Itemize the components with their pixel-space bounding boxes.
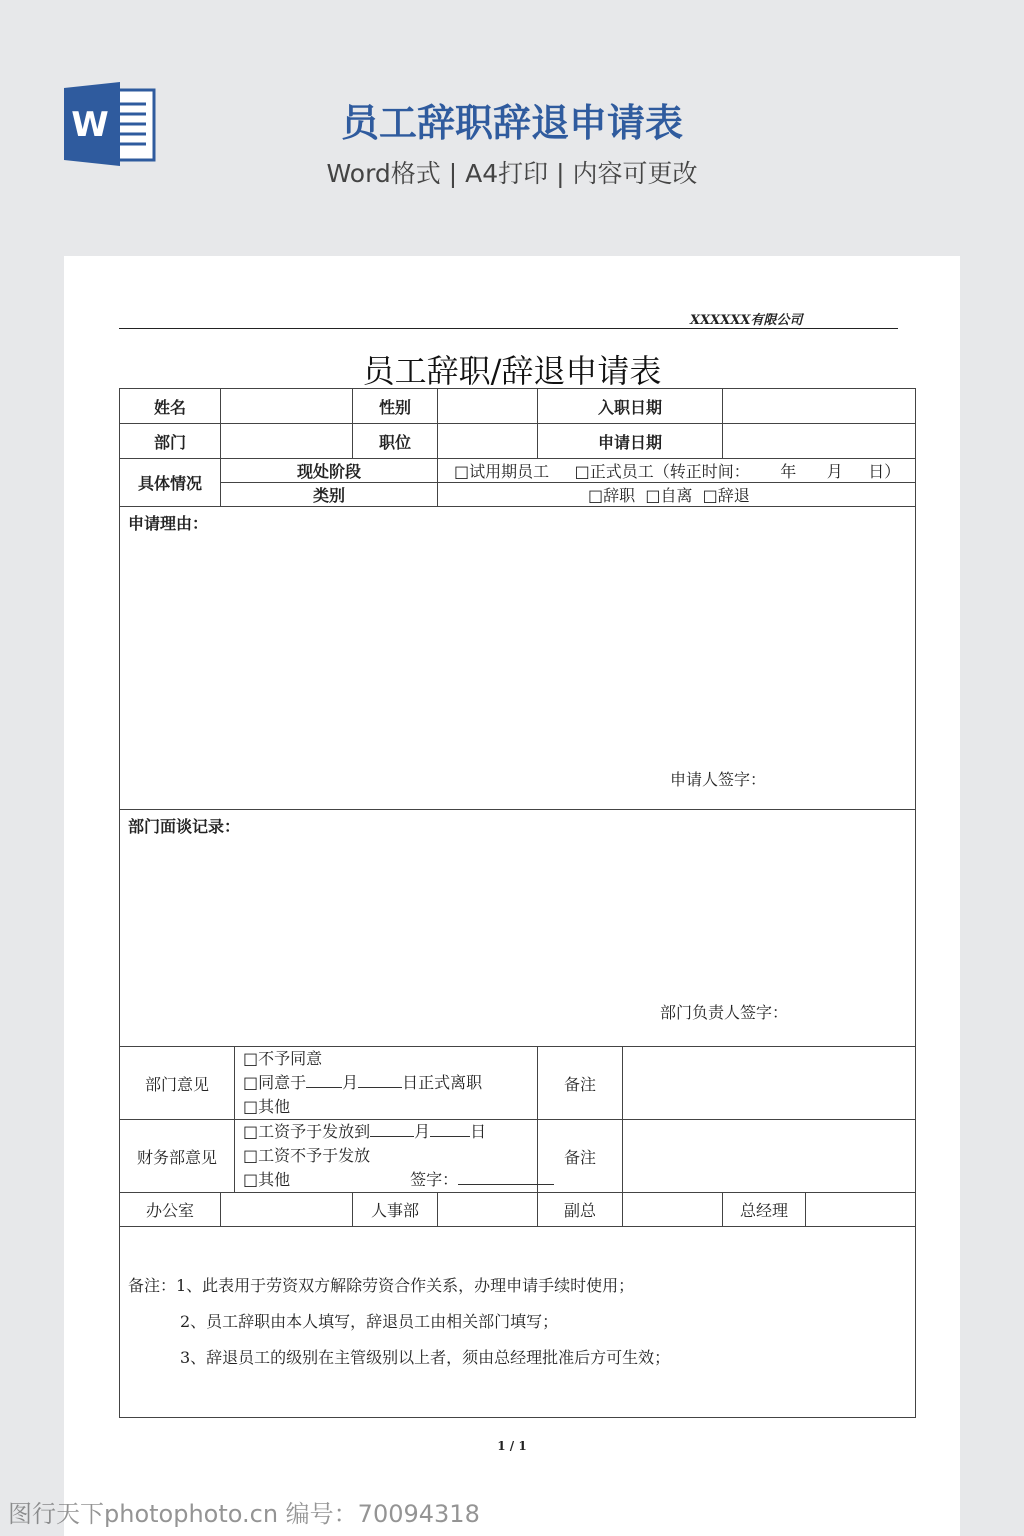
- hr-field[interactable]: [438, 1193, 538, 1227]
- position-field[interactable]: [438, 424, 538, 459]
- checkbox-finance-other[interactable]: □: [243, 1170, 259, 1189]
- header-rule: [119, 328, 898, 329]
- dept-note-field[interactable]: [623, 1047, 916, 1120]
- gender-field[interactable]: [438, 389, 538, 424]
- finance-opinion-label: 财务部意见: [120, 1120, 235, 1193]
- applicant-signature-label: 申请人签字：: [670, 770, 767, 789]
- company-name: XXXXXX有限公司: [690, 313, 803, 328]
- interview-label: 部门面谈记录：: [128, 817, 241, 836]
- hire-date-field[interactable]: [723, 389, 916, 424]
- reason-label: 申请理由：: [128, 514, 209, 533]
- notes-section: [120, 1227, 916, 1418]
- office-label: 办公室: [120, 1193, 221, 1227]
- checkbox-dismiss[interactable]: □: [702, 486, 718, 505]
- checkbox-resign[interactable]: □: [588, 486, 604, 505]
- watermark-text: 图行天下photophoto.cn 编号：70094318: [8, 1500, 480, 1528]
- reason-section[interactable]: [120, 507, 916, 810]
- position-label: 职位: [353, 424, 438, 459]
- checkbox-disagree[interactable]: □: [243, 1049, 259, 1068]
- gm-label: 总经理: [723, 1193, 806, 1227]
- form-title: 员工辞职/辞退申请表: [362, 352, 662, 390]
- finance-opinion-options: □工资予于发放到 月 日 □工资不予于发放 □其他 签字：: [235, 1120, 538, 1193]
- note-line-3: 3、辞退员工的级别在主管级别以上者，须由总经理批准后方可生效；: [180, 1348, 671, 1367]
- interview-section[interactable]: [120, 810, 916, 1047]
- checkbox-agree[interactable]: □: [243, 1073, 259, 1092]
- type-options: □辞职 □自离 □辞退: [438, 483, 916, 507]
- name-field[interactable]: [221, 389, 353, 424]
- dept-note-label: 备注: [538, 1047, 623, 1120]
- situation-label: 具体情况: [120, 459, 221, 507]
- checkbox-dept-other[interactable]: □: [243, 1097, 259, 1116]
- finance-sign-line[interactable]: [458, 1170, 554, 1185]
- finance-note-field[interactable]: [623, 1120, 916, 1193]
- checkbox-pay[interactable]: □: [243, 1122, 259, 1141]
- dept-head-signature-label: 部门负责人签字：: [660, 1003, 789, 1022]
- page-number: 1 / 1: [497, 1439, 527, 1453]
- finance-note-label: 备注: [538, 1120, 623, 1193]
- page-subtitle: Word格式 | A4打印 | 内容可更改: [326, 159, 698, 188]
- stage-options: □试用期员工 □正式员工（转正时间： 年 月 日）: [438, 459, 916, 483]
- application-form: [119, 388, 916, 1418]
- note-line-1: 备注：1、此表用于劳资双方解除劳资合作关系，办理申请手续时使用；: [128, 1276, 635, 1295]
- vp-label: 副总: [538, 1193, 623, 1227]
- vp-field[interactable]: [623, 1193, 723, 1227]
- page-title: 员工辞职辞退申请表: [340, 101, 683, 145]
- gm-field[interactable]: [806, 1193, 916, 1227]
- name-label: 姓名: [120, 389, 221, 424]
- word-logo-letter: W: [71, 105, 109, 145]
- note-line-2: 2、员工辞职由本人填写，辞退员工由相关部门填写；: [180, 1312, 559, 1331]
- checkbox-formal[interactable]: □: [574, 462, 590, 481]
- checkbox-absent[interactable]: □: [645, 486, 661, 505]
- checkbox-probation[interactable]: □: [454, 462, 470, 481]
- dept-opinion-label: 部门意见: [120, 1047, 235, 1120]
- hire-date-label: 入职日期: [538, 389, 723, 424]
- document-page: [64, 256, 960, 1536]
- office-field[interactable]: [221, 1193, 353, 1227]
- dept-opinion-options: □不予同意 □同意于 月 日正式离职 □其他: [235, 1047, 538, 1120]
- dept-field[interactable]: [221, 424, 353, 459]
- hr-label: 人事部: [353, 1193, 438, 1227]
- type-label: 类别: [221, 483, 438, 507]
- checkbox-no-pay[interactable]: □: [243, 1146, 259, 1165]
- gender-label: 性别: [353, 389, 438, 424]
- apply-date-field[interactable]: [723, 424, 916, 459]
- stage-label: 现处阶段: [221, 459, 438, 483]
- apply-date-label: 申请日期: [538, 424, 723, 459]
- dept-label: 部门: [120, 424, 221, 459]
